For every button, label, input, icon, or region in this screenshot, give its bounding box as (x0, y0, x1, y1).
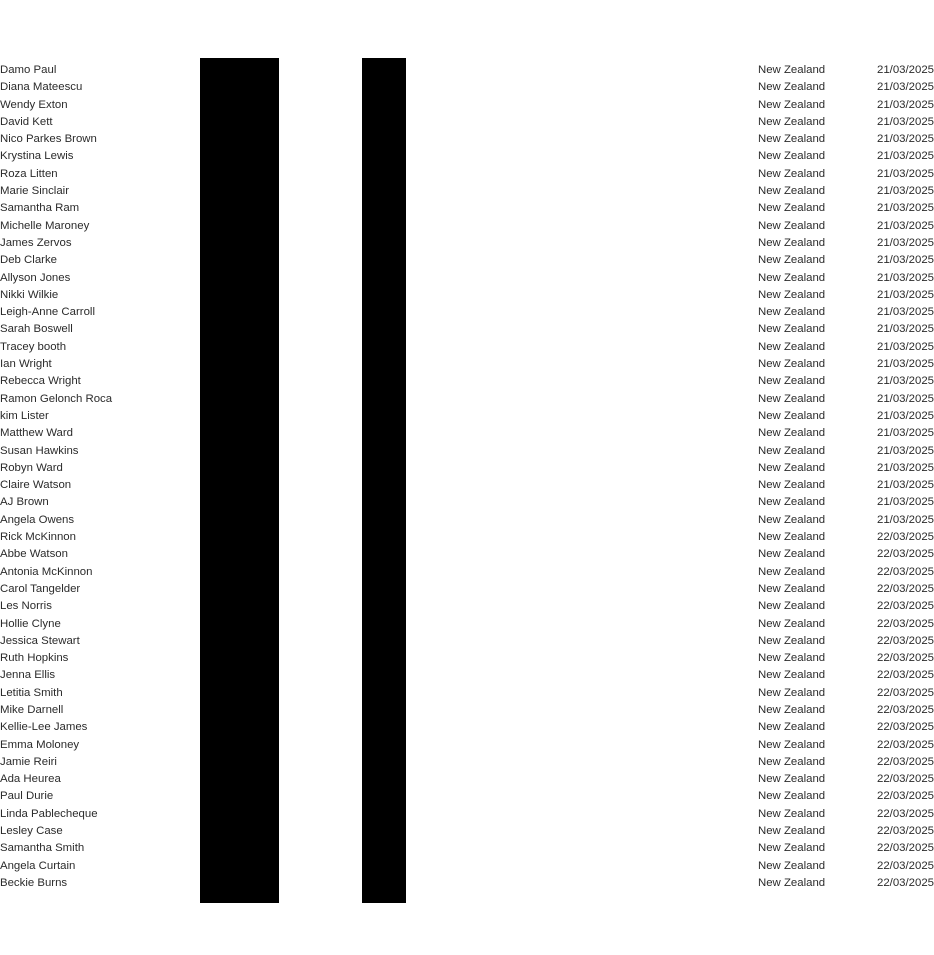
cell-redacted (140, 218, 349, 235)
cell-country: New Zealand (758, 634, 826, 647)
cell-redacted (140, 287, 349, 304)
table-row (0, 875, 675, 892)
table-row (0, 339, 675, 356)
cell-name: Ramon Gelonch Roca (0, 392, 113, 405)
records-table (0, 62, 934, 892)
cell-date: 21/03/2025 (877, 288, 934, 301)
cell-redacted (140, 858, 349, 875)
cell-redacted (140, 806, 349, 823)
cell-name: Krystina Lewis (0, 150, 74, 163)
cell-date: 22/03/2025 (877, 686, 934, 699)
cell-name: Wendy Exton (0, 98, 68, 111)
cell-group-right (349, 425, 934, 442)
cell-country: New Zealand (758, 288, 826, 301)
table-row (0, 166, 675, 183)
cell-redacted (140, 62, 349, 79)
cell-redacted (140, 494, 349, 511)
table-row (0, 183, 675, 200)
cell-group-right (349, 616, 934, 633)
table-row (0, 62, 675, 79)
cell-name: Deb Clarke (0, 254, 57, 267)
cell-name: David Kett (0, 115, 53, 128)
cell-name: Sarah Boswell (0, 323, 73, 336)
cell-group-right (349, 719, 934, 736)
cell-name: Linda Pablecheque (0, 807, 98, 820)
cell-group-right (349, 875, 934, 892)
cell-country: New Zealand (758, 358, 826, 371)
cell-country: New Zealand (758, 721, 826, 734)
cell-name: Diana Mateescu (0, 81, 83, 94)
cell-country: New Zealand (758, 531, 826, 544)
cell-redacted (140, 875, 349, 892)
cell-group-right (349, 494, 934, 511)
cell-country: New Zealand (758, 807, 826, 820)
cell-name: Jenna Ellis (0, 669, 56, 682)
cell-redacted (140, 788, 349, 805)
cell-group-right (349, 598, 934, 615)
table-row (0, 252, 675, 269)
cell-country: New Zealand (758, 479, 826, 492)
cell-group-right (349, 512, 934, 529)
cell-date: 22/03/2025 (877, 721, 934, 734)
cell-name: Ada Heurea (0, 773, 61, 786)
cell-date: 21/03/2025 (877, 115, 934, 128)
cell-redacted (140, 737, 349, 754)
cell-name: Hollie Clyne (0, 617, 61, 630)
cell-redacted (140, 131, 349, 148)
table-row (0, 650, 675, 667)
cell-name: Nikki Wilkie (0, 288, 59, 301)
table-row (0, 685, 675, 702)
cell-country: New Zealand (758, 669, 826, 682)
cell-name: Antonia McKinnon (0, 565, 93, 578)
cell-country: New Zealand (758, 876, 826, 889)
cell-group-right (349, 218, 934, 235)
cell-name: James Zervos (0, 236, 72, 249)
cell-country: New Zealand (758, 167, 826, 180)
cell-name: Tracey booth (0, 340, 67, 353)
cell-group-right (349, 685, 934, 702)
cell-name: Matthew Ward (0, 427, 74, 440)
cell-group-right (349, 166, 934, 183)
cell-name: Ian Wright (0, 358, 52, 371)
cell-date: 21/03/2025 (877, 375, 934, 388)
table-row (0, 840, 675, 857)
cell-country: New Zealand (758, 582, 826, 595)
cell-redacted (140, 148, 349, 165)
cell-redacted (140, 840, 349, 857)
cell-country: New Zealand (758, 64, 826, 76)
cell-country: New Zealand (758, 254, 826, 267)
table-row (0, 754, 675, 771)
cell-group-right (349, 114, 934, 131)
cell-country: New Zealand (758, 115, 826, 128)
cell-name: Samantha Smith (0, 842, 85, 855)
table-row (0, 806, 675, 823)
table-row (0, 529, 675, 546)
cell-group-right (349, 702, 934, 719)
cell-date: 22/03/2025 (877, 807, 934, 820)
cell-country: New Zealand (758, 825, 826, 838)
cell-date: 22/03/2025 (877, 652, 934, 665)
cell-date: 21/03/2025 (877, 81, 934, 94)
cell-name: Samantha Ram (0, 202, 80, 215)
cell-redacted (140, 408, 349, 425)
cell-redacted (140, 183, 349, 200)
cell-country: New Zealand (758, 755, 826, 768)
cell-name: Les Norris (0, 600, 52, 613)
cell-group-right (349, 788, 934, 805)
cell-date: 21/03/2025 (877, 167, 934, 180)
cell-redacted (140, 702, 349, 719)
cell-date: 21/03/2025 (877, 219, 934, 232)
cell-group-right (349, 97, 934, 114)
table-row (0, 408, 675, 425)
cell-group-right (349, 183, 934, 200)
table-row (0, 443, 675, 460)
cell-group-right (349, 270, 934, 287)
cell-date: 22/03/2025 (877, 582, 934, 595)
cell-name: Claire Watson (0, 479, 72, 492)
cell-redacted (140, 667, 349, 684)
cell-name: Jessica Stewart (0, 634, 80, 647)
cell-date: 21/03/2025 (877, 64, 934, 76)
cell-date: 22/03/2025 (877, 669, 934, 682)
cell-group-right (349, 339, 934, 356)
table-row (0, 719, 675, 736)
cell-date: 22/03/2025 (877, 617, 934, 630)
cell-country: New Zealand (758, 306, 826, 319)
cell-country: New Zealand (758, 513, 826, 526)
table-row (0, 512, 675, 529)
cell-country: New Zealand (758, 686, 826, 699)
cell-redacted (140, 771, 349, 788)
cell-country: New Zealand (758, 496, 826, 509)
cell-country: New Zealand (758, 271, 826, 284)
cell-redacted (140, 564, 349, 581)
cell-name: Paul Durie (0, 790, 54, 803)
cell-redacted (140, 339, 349, 356)
cell-name: Leigh-Anne Carroll (0, 306, 95, 319)
cell-date: 21/03/2025 (877, 496, 934, 509)
cell-date: 21/03/2025 (877, 202, 934, 215)
cell-group-right (349, 373, 934, 390)
cell-redacted (140, 270, 349, 287)
cell-redacted (140, 546, 349, 563)
cell-group-right (349, 840, 934, 857)
cell-group-right (349, 235, 934, 252)
cell-redacted (140, 754, 349, 771)
cell-name: Letitia Smith (0, 686, 63, 699)
cell-country: New Zealand (758, 236, 826, 249)
cell-name: Roza Litten (0, 167, 58, 180)
table-row (0, 546, 675, 563)
cell-name: Mike Darnell (0, 703, 64, 716)
cell-country: New Zealand (758, 738, 826, 751)
cell-redacted (140, 685, 349, 702)
cell-redacted (140, 304, 349, 321)
cell-redacted (140, 97, 349, 114)
cell-country: New Zealand (758, 98, 826, 111)
cell-name: Nico Parkes Brown (0, 133, 97, 146)
table-row (0, 460, 675, 477)
table-row (0, 581, 675, 598)
cell-name: Abbe Watson (0, 548, 68, 561)
cell-country: New Zealand (758, 461, 826, 474)
cell-group-right (349, 131, 934, 148)
cell-group-right (349, 321, 934, 338)
cell-name: Angela Owens (0, 513, 75, 526)
cell-group-right (349, 754, 934, 771)
table-row (0, 270, 675, 287)
cell-country: New Zealand (758, 444, 826, 457)
cell-redacted (140, 373, 349, 390)
cell-redacted (140, 823, 349, 840)
cell-date: 21/03/2025 (877, 271, 934, 284)
cell-country: New Zealand (758, 790, 826, 803)
cell-date: 21/03/2025 (877, 409, 934, 422)
cell-redacted (140, 616, 349, 633)
table-row (0, 287, 675, 304)
cell-group-right (349, 667, 934, 684)
cell-name: Allyson Jones (0, 271, 71, 284)
cell-date: 21/03/2025 (877, 150, 934, 163)
cell-name: Susan Hawkins (0, 444, 79, 457)
cell-group-right (349, 858, 934, 875)
cell-group-right (349, 564, 934, 581)
cell-group-right (349, 304, 934, 321)
cell-name: Beckie Burns (0, 876, 68, 889)
table-row (0, 79, 675, 96)
cell-date: 22/03/2025 (877, 773, 934, 786)
cell-date: 22/03/2025 (877, 859, 934, 872)
cell-name: Michelle Maroney (0, 219, 90, 232)
table-row (0, 702, 675, 719)
cell-group-right (349, 477, 934, 494)
cell-country: New Zealand (758, 842, 826, 855)
cell-country: New Zealand (758, 652, 826, 665)
cell-redacted (140, 719, 349, 736)
cell-group-right (349, 62, 934, 79)
cell-redacted (140, 512, 349, 529)
table-row (0, 598, 675, 615)
table-row (0, 391, 675, 408)
cell-redacted (140, 477, 349, 494)
cell-date: 22/03/2025 (877, 634, 934, 647)
cell-group-right (349, 581, 934, 598)
cell-date: 21/03/2025 (877, 444, 934, 457)
cell-date: 22/03/2025 (877, 825, 934, 838)
cell-country: New Zealand (758, 548, 826, 561)
cell-date: 22/03/2025 (877, 531, 934, 544)
cell-date: 22/03/2025 (877, 755, 934, 768)
cell-redacted (140, 79, 349, 96)
cell-group-right (349, 771, 934, 788)
cell-country: New Zealand (758, 219, 826, 232)
cell-group-right (349, 650, 934, 667)
cell-name: Kellie-Lee James (0, 721, 88, 734)
cell-redacted (140, 391, 349, 408)
cell-date: 21/03/2025 (877, 254, 934, 267)
cell-name: Damo Paul (0, 64, 57, 76)
cell-redacted (140, 529, 349, 546)
cell-date: 22/03/2025 (877, 790, 934, 803)
cell-date: 22/03/2025 (877, 842, 934, 855)
table-row (0, 737, 675, 754)
table-row (0, 564, 675, 581)
cell-group-right (349, 529, 934, 546)
cell-country: New Zealand (758, 565, 826, 578)
cell-group-right (349, 823, 934, 840)
cell-group-right (349, 443, 934, 460)
cell-group-right (349, 356, 934, 373)
cell-group-right (349, 200, 934, 217)
cell-date: 21/03/2025 (877, 236, 934, 249)
cell-date: 22/03/2025 (877, 548, 934, 561)
cell-redacted (140, 460, 349, 477)
cell-redacted (140, 252, 349, 269)
cell-date: 21/03/2025 (877, 358, 934, 371)
cell-redacted (140, 598, 349, 615)
cell-name: Marie Sinclair (0, 185, 69, 198)
cell-name: Emma Moloney (0, 738, 80, 751)
cell-country: New Zealand (758, 600, 826, 613)
table-row (0, 633, 675, 650)
table-row (0, 131, 675, 148)
table-row (0, 200, 675, 217)
cell-group-right (349, 408, 934, 425)
table-row (0, 494, 675, 511)
cell-name: Carol Tangelder (0, 582, 81, 595)
table-row (0, 616, 675, 633)
table-row (0, 425, 675, 442)
cell-country: New Zealand (758, 133, 826, 146)
cell-group-right (349, 287, 934, 304)
cell-group-right (349, 806, 934, 823)
table-row (0, 373, 675, 390)
cell-name: AJ Brown (0, 496, 49, 509)
cell-country: New Zealand (758, 81, 826, 94)
table-row (0, 771, 675, 788)
cell-country: New Zealand (758, 185, 826, 198)
table-row (0, 148, 675, 165)
cell-date: 22/03/2025 (877, 703, 934, 716)
table-row (0, 477, 675, 494)
cell-name: Rebecca Wright (0, 375, 81, 388)
cell-name: Rick McKinnon (0, 531, 76, 544)
cell-name: Jamie Reiri (0, 755, 57, 768)
cell-redacted (140, 321, 349, 338)
cell-date: 21/03/2025 (877, 340, 934, 353)
cell-country: New Zealand (758, 617, 826, 630)
table-row (0, 97, 675, 114)
cell-date: 22/03/2025 (877, 600, 934, 613)
cell-country: New Zealand (758, 703, 826, 716)
cell-country: New Zealand (758, 427, 826, 440)
cell-redacted (140, 443, 349, 460)
cell-redacted (140, 425, 349, 442)
cell-date: 21/03/2025 (877, 323, 934, 336)
cell-country: New Zealand (758, 150, 826, 163)
cell-date: 21/03/2025 (877, 185, 934, 198)
cell-country: New Zealand (758, 409, 826, 422)
cell-date: 21/03/2025 (877, 461, 934, 474)
records-table-body (0, 62, 934, 892)
cell-name: Lesley Case (0, 825, 63, 838)
cell-redacted (140, 581, 349, 598)
table-row (0, 321, 675, 338)
table-row (0, 356, 675, 373)
cell-group-right (349, 252, 934, 269)
cell-date: 21/03/2025 (877, 392, 934, 405)
cell-group-right (349, 79, 934, 96)
cell-name: kim Lister (0, 409, 49, 422)
cell-redacted (140, 235, 349, 252)
cell-date: 21/03/2025 (877, 513, 934, 526)
cell-group-right (349, 737, 934, 754)
cell-group-right (349, 633, 934, 650)
cell-redacted (140, 166, 349, 183)
cell-date: 22/03/2025 (877, 738, 934, 751)
table-row (0, 235, 675, 252)
cell-country: New Zealand (758, 375, 826, 388)
table-row (0, 858, 675, 875)
cell-date: 21/03/2025 (877, 98, 934, 111)
cell-redacted (140, 200, 349, 217)
cell-name: Ruth Hopkins (0, 652, 69, 665)
table-row (0, 114, 675, 131)
cell-country: New Zealand (758, 340, 826, 353)
cell-redacted (140, 356, 349, 373)
cell-country: New Zealand (758, 392, 826, 405)
cell-country: New Zealand (758, 323, 826, 336)
cell-name: Robyn Ward (0, 461, 63, 474)
table-row (0, 218, 675, 235)
table-row (0, 667, 675, 684)
cell-redacted (140, 650, 349, 667)
cell-group-right (349, 460, 934, 477)
cell-date: 21/03/2025 (877, 427, 934, 440)
cell-country: New Zealand (758, 859, 826, 872)
cell-date: 21/03/2025 (877, 306, 934, 319)
cell-group-right (349, 148, 934, 165)
cell-name: Angela Curtain (0, 859, 76, 872)
table-row (0, 823, 675, 840)
cell-redacted (140, 114, 349, 131)
cell-date: 21/03/2025 (877, 133, 934, 146)
cell-date: 22/03/2025 (877, 876, 934, 889)
cell-group-right (349, 391, 934, 408)
cell-country: New Zealand (758, 773, 826, 786)
table-row (0, 304, 675, 321)
cell-redacted (140, 633, 349, 650)
cell-date: 21/03/2025 (877, 479, 934, 492)
cell-date: 22/03/2025 (877, 565, 934, 578)
cell-country: New Zealand (758, 202, 826, 215)
table-row (0, 788, 675, 805)
cell-group-right (349, 546, 934, 563)
